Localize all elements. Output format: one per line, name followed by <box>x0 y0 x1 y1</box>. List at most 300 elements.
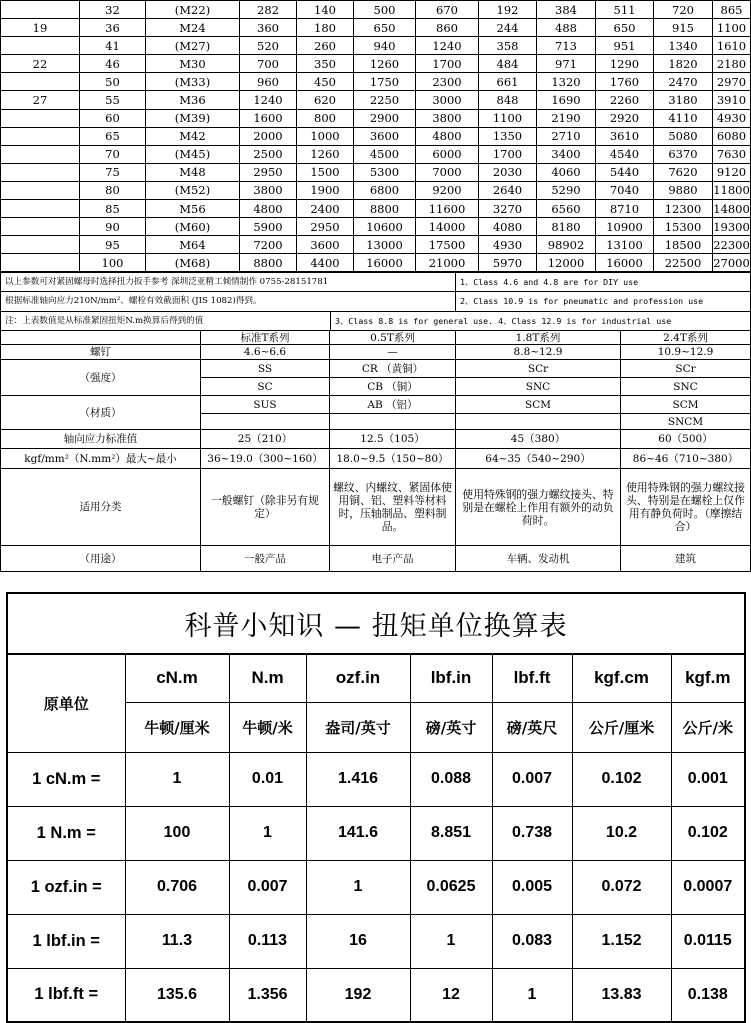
torque-value: 0.706 <box>125 860 229 914</box>
bolt-cell: 16000 <box>596 254 654 272</box>
apply-label: 适用分类 <box>1 469 201 546</box>
bolt-cell: 384 <box>537 1 596 19</box>
grade-value: 10.9~12.9 <box>621 345 751 360</box>
bolt-cell: 80 <box>80 181 146 199</box>
torque-value: 0.0115 <box>671 914 745 968</box>
bolt-cell: (M22) <box>146 1 240 19</box>
use-label: （用途） <box>1 546 201 572</box>
torque-value: 192 <box>306 968 410 1022</box>
bolt-cell: 3800 <box>240 181 297 199</box>
torque-value: 10.2 <box>572 806 671 860</box>
unit-header: kgf.m <box>671 654 745 702</box>
torque-value: 0.138 <box>671 968 745 1022</box>
bolt-cell: 488 <box>537 19 596 37</box>
bolt-cell: (M27) <box>146 37 240 55</box>
bolt-row <box>1 254 751 272</box>
bolt-cell: 358 <box>479 37 537 55</box>
series-header: 0.5T系列 <box>330 331 456 345</box>
bolt-cell: 661 <box>479 73 537 91</box>
bolt-cell: 5900 <box>240 218 297 236</box>
bolt-row <box>1 55 751 73</box>
bolt-cell: 6560 <box>537 200 596 218</box>
material-value: SNCM <box>621 414 751 430</box>
bolt-cell: 4110 <box>654 109 713 127</box>
bolt-cell: M64 <box>146 236 240 254</box>
unit-cn: 公斤/米 <box>671 702 745 752</box>
bolt-cell: 2710 <box>537 127 596 145</box>
unit-header: kgf.cm <box>572 654 671 702</box>
range-value: 86~46（710~380） <box>621 449 751 469</box>
bolt-cell: 1690 <box>537 91 596 109</box>
bolt-cell: 8800 <box>354 200 416 218</box>
use-value: 一般产品 <box>201 546 330 572</box>
bolt-cell: 19300 <box>713 218 751 236</box>
torque-row-label: 1 cN.m = <box>7 752 125 806</box>
axial-value: 25（210） <box>201 430 330 449</box>
bolt-cell: 2470 <box>654 73 713 91</box>
torque-value: 0.113 <box>229 914 306 968</box>
bolt-cell: 1000 <box>297 127 354 145</box>
bolt-cell: 1240 <box>240 91 297 109</box>
series-header: 2.4T系列 <box>621 331 751 345</box>
torque-row-label: 1 lbf.ft = <box>7 968 125 1022</box>
bolt-cell: 8800 <box>240 254 297 272</box>
apply-value: 螺纹、内螺纹、紧固体使用铜、铝、塑料等材料时，压轴制品、塑料制品。 <box>330 469 456 546</box>
bolt-cell: 1760 <box>596 73 654 91</box>
strength-label: （强度） <box>1 360 201 396</box>
bolt-cell: 60 <box>80 109 146 127</box>
bolt-cell: 1820 <box>654 55 713 73</box>
bolt-cell: 22300 <box>713 236 751 254</box>
bolt-cell: 1750 <box>354 73 416 91</box>
bolt-cell: M42 <box>146 127 240 145</box>
bolt-cell: 16000 <box>354 254 416 272</box>
bolt-cell: 36 <box>80 19 146 37</box>
torque-row-label: 1 lbf.in = <box>7 914 125 968</box>
bolt-cell: 713 <box>537 37 596 55</box>
bolt-cell: 4060 <box>537 163 596 181</box>
bolt-cell: 960 <box>240 73 297 91</box>
material-value: CR （黄铜） <box>330 360 456 378</box>
bolt-cell: 282 <box>240 1 297 19</box>
torque-value: 0.072 <box>572 860 671 914</box>
torque-body <box>7 752 745 1022</box>
range-value: 36~19.0（300~160） <box>201 449 330 469</box>
torque-row <box>7 860 745 914</box>
bolt-cell: 4930 <box>479 236 537 254</box>
notes-row <box>1 273 751 292</box>
bolt-cell: 7000 <box>416 163 479 181</box>
bolt-cell: 800 <box>297 109 354 127</box>
note-1: 以上参数可对紧固螺母时选择扭力扳手参考 深圳泛亚精工倾情制作 0755-28151781 <box>1 273 456 292</box>
bolt-cell: 4080 <box>479 218 537 236</box>
torque-value: 0.0007 <box>671 860 745 914</box>
bolt-cell: 6000 <box>416 145 479 163</box>
apply-value: 使用特殊钢的强力螺纹接头、特别是在螺栓上作用有额外的动负荷时。 <box>456 469 621 546</box>
bolt-cell: 7200 <box>240 236 297 254</box>
bolt-cell: 15300 <box>654 218 713 236</box>
torque-value: 8.851 <box>410 806 492 860</box>
bolt-cell: 4400 <box>297 254 354 272</box>
bolt-cell: 3400 <box>537 145 596 163</box>
series-header: 标准T系列 <box>201 331 330 345</box>
bolt-cell: 2300 <box>416 73 479 91</box>
torque-value: 0.102 <box>572 752 671 806</box>
range-row <box>1 449 751 469</box>
torque-value: 135.6 <box>125 968 229 1022</box>
unit-header: ozf.in <box>306 654 410 702</box>
bolt-cell: 5300 <box>354 163 416 181</box>
bolt-cell: 13100 <box>596 236 654 254</box>
bolt-cell: 8180 <box>537 218 596 236</box>
note-en-2: 2、Class 10.9 is for pneumatic and profession use <box>456 292 751 311</box>
bolt-cell: 511 <box>596 1 654 19</box>
torque-row <box>7 806 745 860</box>
bolt-cell: 350 <box>297 55 354 73</box>
bolt-cell: 9880 <box>654 181 713 199</box>
torque-value: 0.0625 <box>410 860 492 914</box>
bolt-row <box>1 145 751 163</box>
bolt-row <box>1 1 751 19</box>
bolt-cell: 1610 <box>713 37 751 55</box>
bolt-cell: 7620 <box>654 163 713 181</box>
torque-value: 0.005 <box>492 860 572 914</box>
bolt-cell: 360 <box>240 19 297 37</box>
bolt-cell: 90 <box>80 218 146 236</box>
bolt-cell: 2030 <box>479 163 537 181</box>
bolt-cell: 650 <box>596 19 654 37</box>
torque-row-label: 1 ozf.in = <box>7 860 125 914</box>
torque-value: 0.088 <box>410 752 492 806</box>
torque-row-label: 1 N.m = <box>7 806 125 860</box>
apply-row <box>1 469 751 546</box>
bolt-cell: 1600 <box>240 109 297 127</box>
bolt-cell: 1340 <box>654 37 713 55</box>
bolt-cell: 520 <box>240 37 297 55</box>
grade-value: 4.6~6.6 <box>201 345 330 360</box>
bolt-cell <box>1 127 80 145</box>
torque-value: 16 <box>306 914 410 968</box>
bolt-cell: M56 <box>146 200 240 218</box>
bolt-cell: 18500 <box>654 236 713 254</box>
torque-row <box>7 968 745 1022</box>
bolt-row <box>1 109 751 127</box>
bolt-cell: 1700 <box>479 145 537 163</box>
bolt-cell: 2900 <box>354 109 416 127</box>
bolt-cell <box>1 200 80 218</box>
bolt-cell: 650 <box>354 19 416 37</box>
bolt-cell: 55 <box>80 91 146 109</box>
bolt-cell: 4500 <box>354 145 416 163</box>
apply-value: 一般螺钉（除非另有规定） <box>201 469 330 546</box>
unit-row <box>7 654 745 702</box>
bolt-cell: 1290 <box>596 55 654 73</box>
bolt-row <box>1 37 751 55</box>
bolt-cell: 75 <box>80 163 146 181</box>
bolt-cell: 21000 <box>416 254 479 272</box>
material-value: SUS <box>201 396 330 414</box>
unit-cn: 盎司/英寸 <box>306 702 410 752</box>
bolt-cell: 6800 <box>354 181 416 199</box>
bolt-cell <box>1 181 80 199</box>
bolt-cell: 3610 <box>596 127 654 145</box>
torque-value: 1 <box>306 860 410 914</box>
bolt-cell: 9200 <box>416 181 479 199</box>
bolt-cell: 27000 <box>713 254 751 272</box>
bolt-cell: 11800 <box>713 181 751 199</box>
notes-table <box>0 272 751 331</box>
bolt-cell: 27 <box>1 91 80 109</box>
torque-value: 141.6 <box>306 806 410 860</box>
axial-value: 45（380） <box>456 430 621 449</box>
note-2: 根据标准轴向应力210N/mm²、螺栓有效截面积 (JIS 1082)得到。 <box>1 292 456 311</box>
bolt-cell: 17500 <box>416 236 479 254</box>
axial-value: 12.5（105） <box>330 430 456 449</box>
bolt-cell: 1500 <box>297 163 354 181</box>
range-value: 64~35（540~290） <box>456 449 621 469</box>
grade-value: 8.8~12.9 <box>456 345 621 360</box>
bolt-cell: 70 <box>80 145 146 163</box>
material-label: （材质） <box>1 396 201 430</box>
bolt-cell: 2500 <box>240 145 297 163</box>
bolt-cell: 2180 <box>713 55 751 73</box>
torque-value: 1 <box>410 914 492 968</box>
use-value: 车辆、发动机 <box>456 546 621 572</box>
bolt-cell: 41 <box>80 37 146 55</box>
bolt-cell: 5440 <box>596 163 654 181</box>
bolt-cell: M48 <box>146 163 240 181</box>
bolt-row <box>1 91 751 109</box>
bolt-cell: 951 <box>596 37 654 55</box>
torque-value: 0.083 <box>492 914 572 968</box>
material-value: SC <box>201 378 330 396</box>
note-en-1: 1、Class 4.6 and 4.8 are for DIY use <box>456 273 751 292</box>
bolt-cell: 620 <box>297 91 354 109</box>
bolt-cell: 1260 <box>297 145 354 163</box>
bolt-cell: 7630 <box>713 145 751 163</box>
unit-header: lbf.ft <box>492 654 572 702</box>
bolt-cell: 865 <box>713 1 751 19</box>
series-header: 1.8T系列 <box>456 331 621 345</box>
material-row <box>1 396 751 414</box>
bolt-cell: 10600 <box>354 218 416 236</box>
bolt-cell: 1700 <box>416 55 479 73</box>
unit-header: cN.m <box>125 654 229 702</box>
bolt-cell: 500 <box>354 1 416 19</box>
torque-value: 13.83 <box>572 968 671 1022</box>
bolt-cell: 12000 <box>537 254 596 272</box>
range-label: kgf/mm²（N.mm²）最大~最小 <box>1 449 201 469</box>
bolt-cell: 940 <box>354 37 416 55</box>
grade-material-table <box>0 330 751 572</box>
torque-row <box>7 914 745 968</box>
torque-value: 1.152 <box>572 914 671 968</box>
bolt-cell: 2190 <box>537 109 596 127</box>
bolt-cell: 1260 <box>354 55 416 73</box>
torque-value: 0.007 <box>492 752 572 806</box>
bolt-cell: 50 <box>80 73 146 91</box>
material-value: SCr <box>456 360 621 378</box>
bolt-cell: 8710 <box>596 200 654 218</box>
bolt-cell: (M33) <box>146 73 240 91</box>
bolt-cell: 3910 <box>713 91 751 109</box>
bolt-cell: 848 <box>479 91 537 109</box>
unit-cn: 磅/英寸 <box>410 702 492 752</box>
grade-value: — <box>330 345 456 360</box>
bolt-cell: 1100 <box>479 109 537 127</box>
axial-value: 60（500） <box>621 430 751 449</box>
bolt-cell: (M39) <box>146 109 240 127</box>
screw-label: 螺钉 <box>1 345 201 360</box>
torque-value: 1.356 <box>229 968 306 1022</box>
material-value: SNC <box>621 378 751 396</box>
material-value: CB （铜） <box>330 378 456 396</box>
bolt-cell <box>1 236 80 254</box>
torque-title: 科普小知识 — 扭矩单位换算表 <box>7 593 745 654</box>
unit-cn: 牛顿/米 <box>229 702 306 752</box>
bolt-cell: 484 <box>479 55 537 73</box>
bolt-cell <box>1 145 80 163</box>
material-value <box>330 414 456 430</box>
bolt-cell: 2640 <box>479 181 537 199</box>
bolt-cell: 2250 <box>354 91 416 109</box>
bolt-row <box>1 163 751 181</box>
range-value: 18.0~9.5（150~80） <box>330 449 456 469</box>
torque-value: 100 <box>125 806 229 860</box>
bolt-cell: 2400 <box>297 200 354 218</box>
notes-row <box>1 311 751 330</box>
bolt-cell: 11600 <box>416 200 479 218</box>
material-value: SCr <box>621 360 751 378</box>
bolt-cell: 95 <box>80 236 146 254</box>
bolt-cell: 12300 <box>654 200 713 218</box>
use-value: 电子产品 <box>330 546 456 572</box>
bolt-cell: (M68) <box>146 254 240 272</box>
bolt-cell: M30 <box>146 55 240 73</box>
grade-row <box>1 345 751 360</box>
torque-value: 1 <box>125 752 229 806</box>
unit-cn: 磅/英尺 <box>492 702 572 752</box>
note-en-3: 3、Class 8.8 is for general use. 4、Class 12.9 is for industrial use <box>331 311 751 330</box>
bolt-cell: 3000 <box>416 91 479 109</box>
bolt-cell: 6370 <box>654 145 713 163</box>
bolt-row <box>1 236 751 254</box>
torque-value: 1 <box>229 806 306 860</box>
bolt-cell <box>1 73 80 91</box>
bolt-cell: 22500 <box>654 254 713 272</box>
bolt-cell: (M60) <box>146 218 240 236</box>
bolt-cell: 9120 <box>713 163 751 181</box>
bolt-row <box>1 200 751 218</box>
bolt-cell: 3180 <box>654 91 713 109</box>
bolt-cell: 14000 <box>416 218 479 236</box>
series-header-row <box>1 331 751 345</box>
material-value: AB （铝） <box>330 396 456 414</box>
bolt-cell: 2000 <box>240 127 297 145</box>
bolt-cell: 2920 <box>596 109 654 127</box>
bolt-cell: 22 <box>1 55 80 73</box>
torque-value: 1 <box>492 968 572 1022</box>
bolt-cell: 2950 <box>240 163 297 181</box>
bolt-cell: 450 <box>297 73 354 91</box>
bolt-cell: 3600 <box>354 127 416 145</box>
unit-cn: 公斤/厘米 <box>572 702 671 752</box>
bolt-cell: 5290 <box>537 181 596 199</box>
bolt-cell: 3800 <box>416 109 479 127</box>
bolt-row <box>1 218 751 236</box>
bolt-cell: 1350 <box>479 127 537 145</box>
bolt-cell: 720 <box>654 1 713 19</box>
notes-row <box>1 292 751 311</box>
torque-row <box>7 752 745 806</box>
bolt-row <box>1 19 751 37</box>
torque-value: 11.3 <box>125 914 229 968</box>
bolt-cell <box>1 218 80 236</box>
bolt-cell: 971 <box>537 55 596 73</box>
material-value: SNC <box>456 378 621 396</box>
bolt-cell: (M45) <box>146 145 240 163</box>
bolt-cell: 5080 <box>654 127 713 145</box>
bolt-cell: 1320 <box>537 73 596 91</box>
bolt-cell: 2970 <box>713 73 751 91</box>
bolt-cell: 260 <box>297 37 354 55</box>
bolt-cell <box>1 163 80 181</box>
bolt-cell: 4930 <box>713 109 751 127</box>
bolt-cell: 19 <box>1 19 80 37</box>
bolt-cell: 5970 <box>479 254 537 272</box>
bolt-cell: (M52) <box>146 181 240 199</box>
bolt-cell <box>1 254 80 272</box>
torque-value: 0.738 <box>492 806 572 860</box>
torque-value: 1.416 <box>306 752 410 806</box>
bolt-cell: 4540 <box>596 145 654 163</box>
bolt-cell: 4800 <box>416 127 479 145</box>
axial-label: 轴向应力标准值 <box>1 430 201 449</box>
bolt-cell: 140 <box>297 1 354 19</box>
unit-header: lbf.in <box>410 654 492 702</box>
unit-cn: 牛顿/厘米 <box>125 702 229 752</box>
bolt-cell: M24 <box>146 19 240 37</box>
torque-value: 0.102 <box>671 806 745 860</box>
material-row <box>1 360 751 378</box>
bolt-cell: 1240 <box>416 37 479 55</box>
bolt-cell: 1100 <box>713 19 751 37</box>
bolt-row <box>1 127 751 145</box>
torque-value: 0.001 <box>671 752 745 806</box>
bolt-cell: 4800 <box>240 200 297 218</box>
torque-title-row <box>7 593 745 654</box>
bolt-cell: 100 <box>80 254 146 272</box>
bolt-cell: 860 <box>416 19 479 37</box>
bolt-cell: 98902 <box>537 236 596 254</box>
material-value: SCM <box>621 396 751 414</box>
bolt-cell: 670 <box>416 1 479 19</box>
bolt-cell: 46 <box>80 55 146 73</box>
bolt-cell: M36 <box>146 91 240 109</box>
torque-value: 12 <box>410 968 492 1022</box>
bolt-table-body <box>1 1 751 272</box>
bolt-cell: 32 <box>80 1 146 19</box>
torque-value: 0.01 <box>229 752 306 806</box>
bolt-cell: 1900 <box>297 181 354 199</box>
bolt-cell: 700 <box>240 55 297 73</box>
bolt-cell: 2950 <box>297 218 354 236</box>
bolt-cell: 65 <box>80 127 146 145</box>
bolt-torque-table <box>0 0 751 272</box>
material-value <box>456 414 621 430</box>
bolt-cell: 13000 <box>354 236 416 254</box>
use-row <box>1 546 751 572</box>
